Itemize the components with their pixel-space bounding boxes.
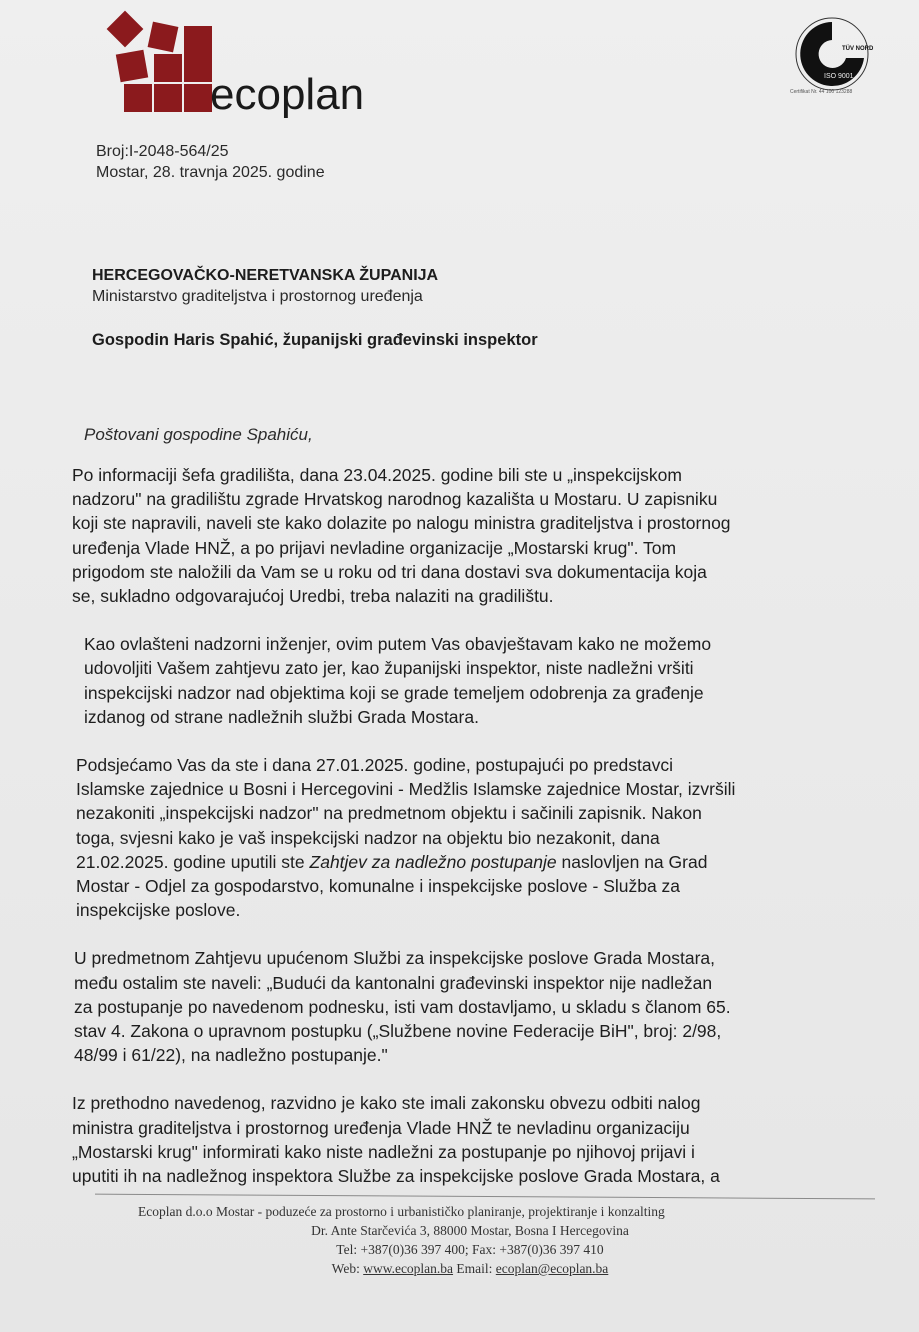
logo-square	[107, 11, 144, 48]
text-line: Mostar - Odjel za gospodarstvo, komunalne i inspekcijske poslove - Služba za	[76, 876, 681, 897]
text-line: inspekcijski nadzor nad objektima koji se grade temeljem odobrenja za građenje	[84, 682, 704, 703]
paragraph-5	[72, 1091, 872, 1188]
text-line: Kao ovlašteni nadzorni inženjer, ovim putem Vas obavještavam kako ne možemo	[84, 634, 712, 655]
text-line: prigodom ste naložili da Vam se u roku od tri dana dostavi sva dokumentacija koja	[72, 561, 707, 582]
text-fragment: 21.02.2025. godine uputili ste	[76, 851, 310, 872]
web-label: Web:	[331, 1261, 364, 1276]
text-line: udovoljiti Vašem zahtjevu zato jer, kao županijski inspektor, niste nadležni vršiti	[84, 658, 694, 679]
footer-phone-fax: Tel: +387(0)36 397 400; Fax: +387(0)36 397 410	[336, 1242, 604, 1257]
text-line: uređenja Vlade HNŽ, a po prijavi nevladine organizacije „Mostarski krug". Tom	[72, 537, 677, 558]
letter-body	[72, 463, 872, 1212]
logo-square	[124, 84, 152, 112]
footer-company-line: Ecoplan d.o.o Mostar - poduzeće za prostorno i urbanističko planiranje, projektiranje i konzalting	[138, 1204, 665, 1219]
footer-address: Dr. Ante Starčevića 3, 88000 Mostar, Bosna I Hercegovina	[311, 1223, 629, 1238]
svg-text:TÜV NORD: TÜV NORD	[842, 46, 874, 52]
reference-block	[96, 141, 325, 183]
paragraph-1	[72, 463, 872, 608]
text-line: među ostalim ste naveli: „Budući da kantonalni građevinski inspektor nije nadležan	[74, 972, 713, 993]
text-line: U predmetnom Zahtjevu upućenom Službi za inspekcijske poslove Grada Mostara,	[74, 948, 716, 969]
addressee: Gospodin Haris Spahić, županijski građevinski inspektor	[92, 331, 538, 349]
svg-text:ISO 9001: ISO 9001	[824, 73, 854, 80]
text-line: Iz prethodno navedenog, razvidno je kako ste imali zakonsku obvezu odbiti nalog	[72, 1093, 701, 1114]
reference-number: Broj:I-2048-564/25	[96, 143, 229, 160]
salutation: Poštovani gospodine Spahiću,	[84, 425, 313, 444]
text-line: za postupanje po navedenom podnesku, isti vam dostavljamo, u skladu s članom 65.	[74, 996, 731, 1017]
logo-square	[154, 84, 182, 112]
logo-square	[154, 54, 182, 82]
text-fragment: naslovljen na Grad	[556, 851, 708, 872]
place-date: Mostar, 28. travnja 2025. godine	[96, 164, 325, 181]
logo-square	[184, 26, 212, 54]
text-line: Islamske zajednice u Bosni i Hercegovini - Medžlis Islamske zajednice Mostar, izvršili	[76, 779, 736, 800]
paragraph-3	[76, 753, 872, 922]
recipient-organization: HERCEGOVAČKO-NERETVANSKA ŽUPANIJA	[92, 267, 439, 284]
text-line	[76, 850, 872, 874]
paragraph-2	[84, 632, 872, 729]
text-line: ministra graditeljstva i prostornog uređenja Vlade HNŽ te nevladinu organizaciju	[72, 1117, 690, 1138]
website-link[interactable]: www.ecoplan.ba	[363, 1261, 454, 1276]
text-line: Podsjećamo Vas da ste i dana 27.01.2025. godine, postupajući po predstavci	[76, 755, 674, 776]
text-line: nezakoniti „inspekcijski nadzor" na predmetnom objektu i sačinili zapisnik. Nakon	[76, 803, 702, 824]
text-line: 48/99 i 61/22), na nadležno postupanje."	[74, 1045, 388, 1066]
text-line: toga, svjesni kako je vaš inspekcijski nadzor na objektu bio nezakonit, dana	[76, 827, 660, 848]
logo-square	[184, 54, 212, 82]
email-label: Email:	[453, 1261, 496, 1276]
logo-square	[116, 50, 148, 82]
text-line: inspekcijske poslove.	[76, 900, 241, 921]
text-line: stav 4. Zakona o upravnom postupku („Službene novine Federacije BiH", broj: 2/98,	[74, 1021, 722, 1042]
text-line: „Mostarski krug" informirati kako niste nadležni za postupanje po njihovoj prijavi i	[72, 1141, 695, 1162]
ecoplan-logo	[100, 10, 370, 120]
letterhead-footer	[120, 1202, 820, 1278]
text-line: izdanog od strane nadležnih službi Grada Mostara.	[84, 706, 479, 727]
text-line: Po informaciji šefa gradilišta, dana 23.04.2025. godine bili ste u „inspekcijskom	[72, 465, 682, 485]
document-title-italic: Zahtjev za nadležno postupanje	[309, 851, 557, 872]
email-link[interactable]: ecoplan@ecoplan.ba	[495, 1261, 609, 1276]
logo-square	[184, 84, 212, 112]
certificate-number: Certifikat Nr. 44 100 123288	[790, 89, 853, 95]
recipient-block	[92, 265, 438, 307]
logo-square	[148, 22, 179, 53]
text-line: nadzoru" na gradilištu zgrade Hrvatskog narodnog kazališta u Mostaru. U zapisniku	[72, 489, 718, 510]
text-line: uputiti ih na nadležnog inspektora Službe za inspekcijske poslove Grada Mostara, a	[72, 1166, 720, 1187]
recipient-ministry: Ministarstvo graditeljstva i prostornog uređenja	[92, 288, 423, 305]
text-line: koji ste napravili, naveli ste kako dolazite po nalogu ministra graditeljstva i prostornog	[72, 513, 731, 534]
logo-wordmark: ecoplan	[210, 70, 365, 119]
paragraph-4	[74, 946, 872, 1067]
text-line: se, sukladno odgovarajućoj Uredbi, treba nalaziti na gradilištu.	[72, 586, 554, 607]
footer-contact	[120, 1259, 820, 1278]
